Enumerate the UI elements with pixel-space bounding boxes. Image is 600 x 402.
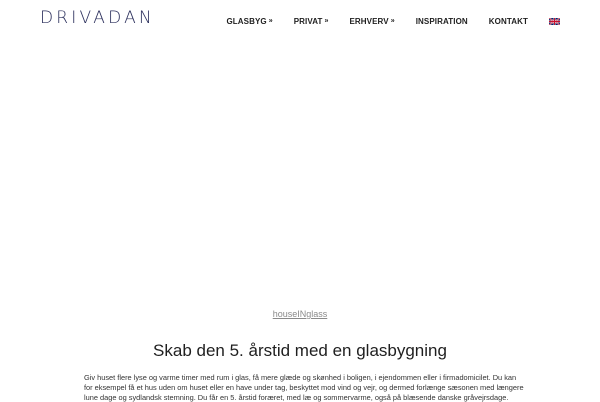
nav-item-inspiration[interactable] (416, 17, 468, 26)
brand-link-container (0, 309, 600, 319)
nav-item-glasbyg[interactable] (226, 17, 272, 26)
nav-item-privat[interactable] (294, 17, 329, 26)
uk-flag-icon[interactable] (549, 18, 560, 25)
nav-item-label: PRIVAT (293, 17, 323, 26)
site-header (0, 0, 600, 46)
nav-item-label: ERHVERV (349, 17, 389, 26)
nav-item-label: KONTAKT (488, 17, 528, 26)
hero-image-area (0, 46, 600, 304)
nav-item-kontakt[interactable] (489, 17, 528, 26)
chevron-double-down-icon: » (268, 17, 273, 25)
intro-paragraph: Giv huset flere lyse og varme timer med rum i glas, få mere glæde og skønhed i boligen, i ejendommen eller i firmadomicilet. Du kan for eksempel få et hus uden om huset eller en have under tag, beskyttet mod vind og vejr, og dermed forlænge sæsonen med længere lune dage og sydlandsk stemning. Du får en 5. årstid foræret, med læ og sommervarme, også på blæsende danske gråvejrsdage. (84, 373, 524, 402)
nav-item-label: INSPIRATION (415, 17, 468, 26)
page-title: Skab den 5. årstid med en glasbygning (153, 341, 447, 361)
chevron-double-down-icon: » (390, 17, 395, 25)
site-logo[interactable]: DRIVADAN (40, 8, 155, 28)
main-nav (226, 17, 560, 26)
brand-link[interactable]: houseINglass (272, 309, 328, 319)
nav-item-erhverv[interactable] (349, 17, 394, 26)
nav-item-label: GLASBYG (226, 17, 267, 26)
chevron-double-down-icon: » (324, 17, 329, 25)
